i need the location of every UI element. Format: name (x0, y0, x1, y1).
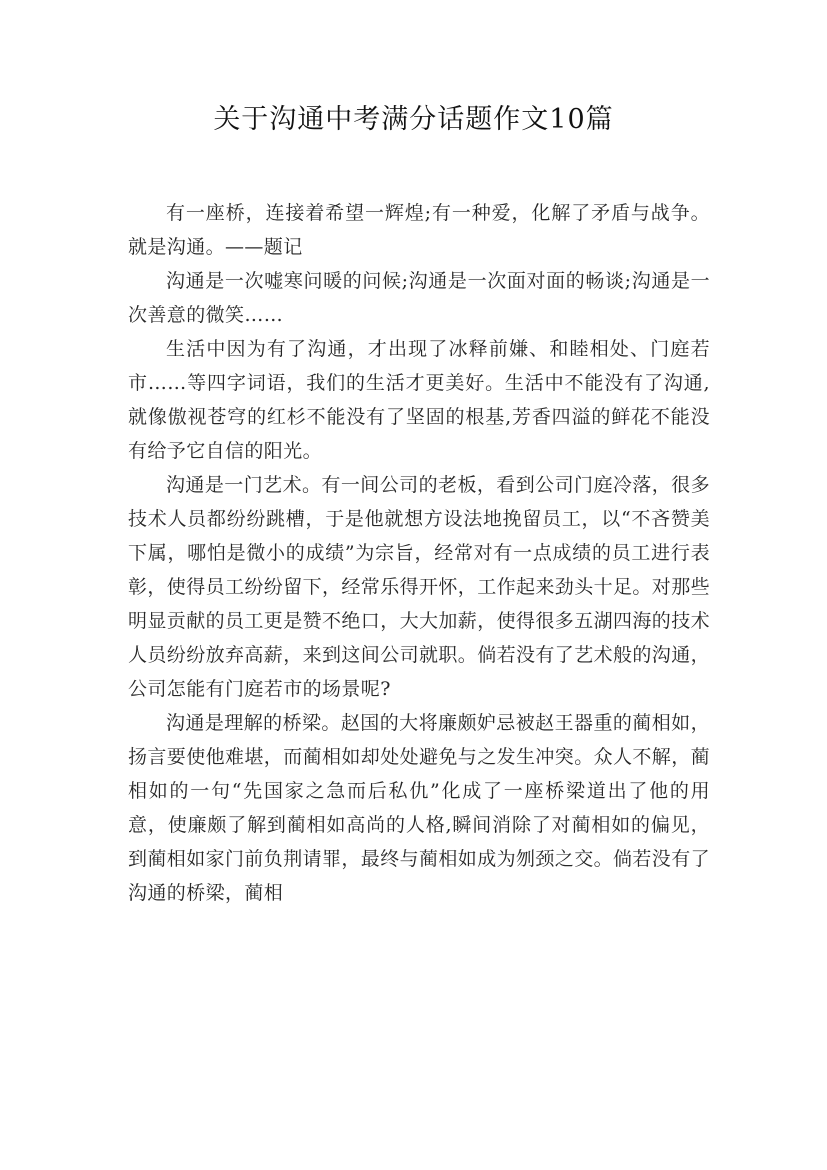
paragraph-bridge: 沟通是理解的桥梁。赵国的大将廉颇妒忌被赵王器重的蔺相如，扬言要使他难堪，而蔺相如却处处避免与之发生冲突。众人不解，蔺相如的一句“先国家之急而后私仇”化成了一座桥梁道出了他的用意，使廉颇了解到蔺相如高尚的人格,瞬间消除了对蔺相如的偏见，到蔺相如家门前负荆请罪，最终与蔺相如成为刎颈之交。倘若没有了沟通的桥梁，蔺相 (128, 712, 711, 904)
paragraph-definition: 沟通是一次嘘寒问暖的问候;沟通是一次面对面的畅谈;沟通是一次善意的微笑…… (128, 270, 710, 326)
paragraph-art: 沟通是一门艺术。有一间公司的老板，看到公司门庭冷落，很多技术人员都纷纷跳槽，于是他就想方设法地挽留员工，以“不吝赞美下属，哪怕是微小的成绩”为宗旨，经常对有一点成绩的员工进行表彰，使得员工纷纷留下，经常乐得开怀，工作起来劲头十足。对那些明显贡献的员工更是赞不绝口，大大加薪，使得很多五湖四海的技术人员纷纷放弃高薪，来到这间公司就职。倘若没有了艺术般的沟通，公司怎能有门庭若市的场景呢? (128, 474, 711, 700)
paragraph-life: 生活中因为有了沟通，才出现了冰释前嫌、和睦相处、门庭若市……等四字词语，我们的生活才更美好。生活中不能没有了沟通,就像傲视苍穹的红杉不能没有了坚固的根基,芳香四溢的鲜花不能没有给予它自信的阳光。 (128, 338, 710, 462)
document-body (128, 196, 710, 910)
document-title: 关于沟通中考满分话题作文10篇 (213, 104, 614, 135)
paragraph-epigraph: 有一座桥，连接着希望一辉煌;有一种爱，化解了矛盾与战争。就是沟通。——题记 (128, 202, 710, 258)
